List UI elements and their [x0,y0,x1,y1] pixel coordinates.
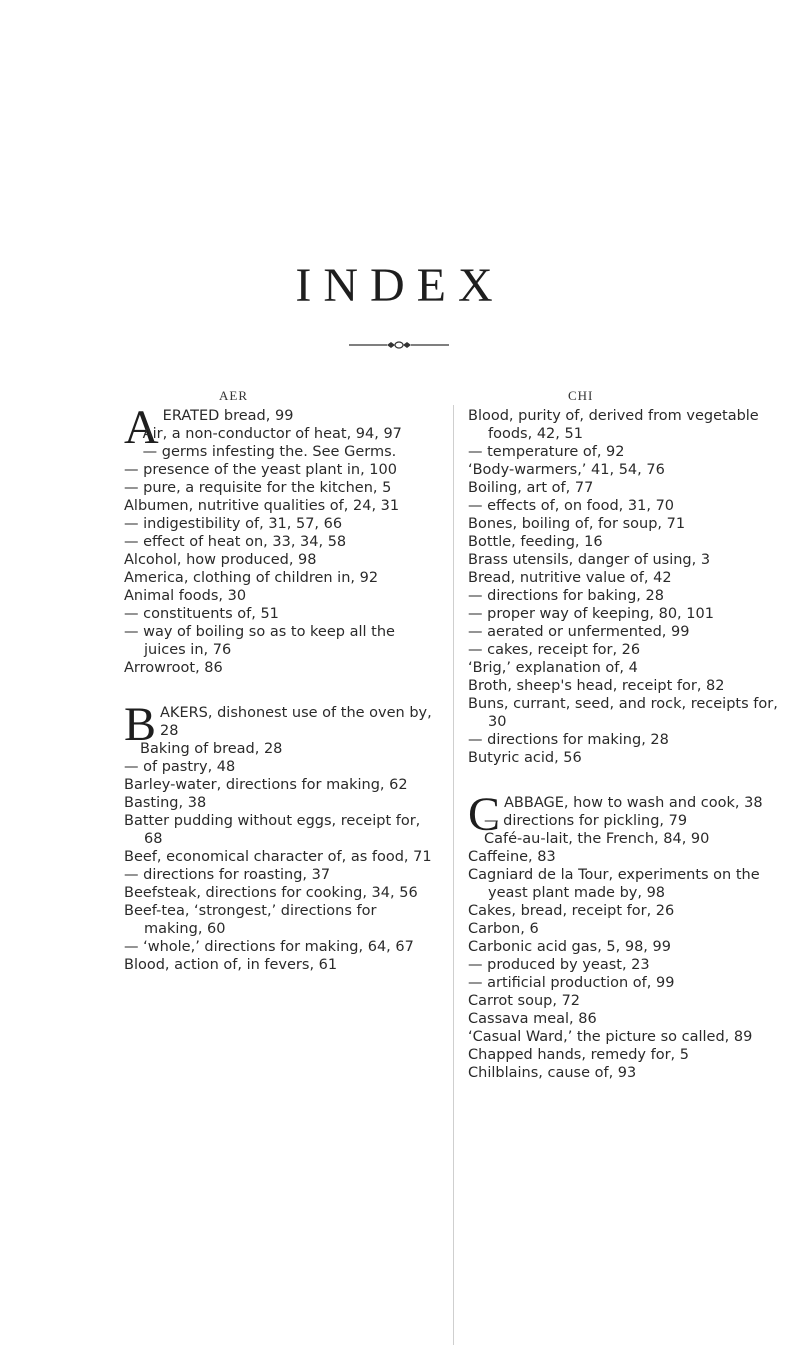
index-entry: Cakes, bread, receipt for, 26 [468,903,675,919]
index-entry: — produced by yeast, 23 [468,957,650,973]
left-column [124,401,439,974]
right-column [468,407,790,1082]
index-entry: — cakes, receipt for, 26 [468,642,641,658]
index-entry: Caffeine, 83 [468,849,556,865]
section-c-entries [468,812,790,1082]
index-entry: ABBAGE, how to wash and cook, 38 [504,795,763,811]
left-running-header: AER [219,388,248,403]
index-entry: Cagniard de la Tour, experiments on the yeast plant made by, 98 [468,867,760,901]
index-entry: — directions for making, 28 [468,732,669,748]
page-title: INDEX [295,259,505,312]
index-entry: Chapped hands, remedy for, 5 [468,1047,689,1063]
index-entry: Bones, boiling of, for soup, 71 [468,516,686,532]
index-entry: — constituents of, 51 [124,606,279,622]
index-entry: — proper way of keeping, 80, 101 [468,606,714,622]
index-entry: Beef, economical character of, as food, 71 [124,849,432,865]
section-b-continued-entries [468,407,790,767]
index-entry: — way of boiling so as to keep all the juices in, 76 [124,624,395,658]
drop-cap-c: C [468,788,501,841]
index-entry: Café-au-lait, the French, 84, 90 [484,831,710,847]
index-entry: Bread, nutritive value of, 42 [468,570,672,586]
section-a-entries [124,425,439,677]
index-entry: Carrot soup, 72 [468,993,581,1009]
ornament-divider [349,340,449,350]
index-entry: — directions for pickling, 79 [484,813,688,829]
index-entry: — temperature of, 92 [468,444,625,460]
index-entry: Cassava meal, 86 [468,1011,597,1027]
index-entry: — presence of the yeast plant in, 100 [124,462,397,478]
index-entry: — artificial production of, 99 [468,975,675,991]
index-entry: Broth, sheep's head, receipt for, 82 [468,678,725,694]
index-entry: ‘Body-warmers,’ 41, 54, 76 [468,462,665,478]
right-running-header: CHI [568,388,594,403]
index-entry: — pure, a requisite for the kitchen, 5 [124,480,392,496]
index-entry: Carbonic acid gas, 5, 98, 99 [468,939,671,955]
index-entry: America, clothing of children in, 92 [124,570,379,586]
index-entry: Chilblains, cause of, 93 [468,1065,637,1081]
index-entry: — effects of, on food, 31, 70 [468,498,675,514]
index-entry: Baking of bread, 28 [140,741,283,757]
index-entry: Boiling, art of, 77 [468,480,594,496]
index-entry: Butyric acid, 56 [468,750,582,766]
index-entry: Blood, purity of, derived from vegetable foods, 42, 51 [468,408,759,442]
index-entry: Beefsteak, directions for cooking, 34, 56 [124,885,418,901]
index-entry: AKERS, dishonest use of the oven by, 28 [160,705,432,739]
drop-cap-b: B [124,698,157,751]
drop-cap-a: A [124,401,159,454]
index-entry: ERATED bread, 99 [162,408,294,424]
index-entry: Animal foods, 30 [124,588,247,604]
index-entry: Buns, currant, seed, and rock, receipts for, 30 [468,696,778,730]
index-entry: Basting, 38 [124,795,207,811]
index-entry: Arrowroot, 86 [124,660,223,676]
section-b-entries [124,740,439,974]
section-gap [124,677,439,704]
index-entry: Blood, action of, in fevers, 61 [124,957,338,973]
index-entry: Albumen, nutritive qualities of, 24, 31 [124,498,400,514]
index-entry: — effect of heat on, 33, 34, 58 [124,534,347,550]
index-entry: — directions for baking, 28 [468,588,664,604]
index-entry: Alcohol, how produced, 98 [124,552,317,568]
index-entry: Batter pudding without eggs, receipt for, 68 [124,813,421,847]
column-divider [453,405,454,1345]
index-entry: — directions for roasting, 37 [124,867,331,883]
index-entry: Air, a non-conductor of heat, 94, 97 [142,426,402,442]
index-entry: — indigestibility of, 31, 57, 66 [124,516,343,532]
index-entry: Brass utensils, danger of using, 3 [468,552,711,568]
index-entry: Beef-tea, ‘strongest,’ directions for making, 60 [124,903,377,937]
index-entry: — germs infesting the. See Germs. [142,444,397,460]
index-entry: ‘Brig,’ explanation of, 4 [468,660,638,676]
index-entry: — aerated or unfermented, 99 [468,624,690,640]
index-entry: Bottle, feeding, 16 [468,534,603,550]
section-gap [468,767,790,794]
index-entry: — of pastry, 48 [124,759,236,775]
index-entry: Barley-water, directions for making, 62 [124,777,408,793]
index-entry: Carbon, 6 [468,921,539,937]
index-entry: ‘Casual Ward,’ the picture so called, 89 [468,1029,753,1045]
index-entry: — ‘whole,’ directions for making, 64, 67 [124,939,414,955]
